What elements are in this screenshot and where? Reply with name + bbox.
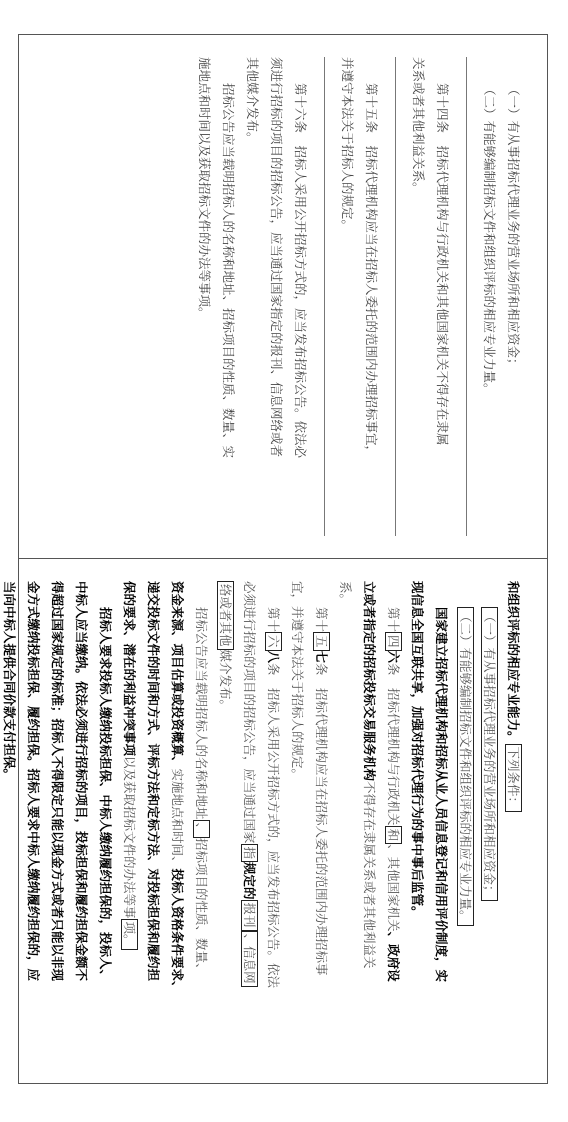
text-line: 第十六条 招标人采用公开招标方式的，应当发布招标公告。依法必 — [293, 83, 308, 459]
text-line: 其他媒介发布。 — [245, 57, 260, 145]
text-line: 第十四条 招标代理机构与行政机关和其他国家机关不得存在隶属 — [435, 83, 450, 446]
text-line — [213, 581, 237, 1061]
article-text: 条 招标代理机构与行政机关 — [386, 663, 401, 826]
revised-text-column — [2, 559, 547, 1083]
article-prefix: 第十 — [386, 607, 401, 633]
text-line — [189, 581, 213, 1061]
article-text: 实施地点和时间、 — [170, 768, 185, 869]
article-text: 不得存在隶属关系或者其他利益关 — [362, 781, 377, 969]
text-line — [477, 581, 501, 1061]
text-line: 并遵守本法关于招标人的规定。 — [340, 57, 355, 233]
text-line: 招标公告应当载明招标人的名称和地址、招标项目的性质、数量、实 — [221, 83, 236, 459]
inserted-text: 八 — [266, 650, 281, 664]
text-line — [381, 581, 405, 1061]
text-line: 须进行招标的项目的招标公告，应当通过国家指定的报刊、信息网络或者 — [269, 57, 284, 458]
inserted-text: 立或者指定的招标投标交易服务机构 — [362, 581, 377, 782]
article-prefix: 第十 — [266, 607, 281, 633]
deleted-text: （一）有从事招标代理业务的营业场所和相应资金； — [481, 607, 498, 901]
article-text: 条 招标人采用公开招标方式的，应当发布招标公告。依法 — [266, 663, 281, 989]
article-text: 招标公告应当载明招标人的名称和地址 — [194, 607, 209, 820]
row-divider — [324, 57, 325, 536]
deleted-text: 五 — [313, 632, 330, 651]
text-line — [501, 581, 525, 1061]
text-line: 施地点和时间以及获取招标文件的办法等事项。 — [197, 57, 212, 320]
text-line: （一）有从事招标代理业务的营业场所和相应资金； — [506, 83, 521, 371]
text-line — [237, 581, 261, 1061]
deleted-text: 和 — [385, 826, 402, 845]
deleted-text: 四 — [385, 632, 402, 651]
text-line: 得超过国家规定的标准；招标人不得限定只能以现金方式或者只能以非现 — [50, 581, 65, 982]
deleted-text: （二）有能够编制招标文件和组织评标的相应专业力量。 — [457, 607, 474, 926]
article-text: 条 招标代理机构应当在招标人委托的范围内办理招标事 — [314, 663, 329, 976]
deleted-text: 、 — [193, 820, 210, 839]
inserted-text: 、政府设 — [386, 931, 401, 982]
text-line — [165, 581, 189, 1061]
text-line — [357, 581, 381, 1061]
inserted-text: 规定的 — [242, 862, 257, 900]
deleted-text: 六 — [265, 632, 282, 651]
article-text: 招标项目的性质、数量、 — [194, 838, 209, 976]
inserted-text: 投标人资格条件要求、 — [170, 868, 185, 994]
article-text: 、其他国家机关 — [386, 844, 401, 932]
text-line — [261, 581, 285, 1061]
text-line: 递交投标文件的时间和方式、评标方法和定标方法、对投标担保和履约担 — [146, 581, 161, 982]
text-line: 国家建立招标代理机构和招标从业人员信息登记和信用评价制度，实 — [434, 607, 449, 983]
original-text-column — [19, 35, 547, 559]
article-text: 媒介发布。 — [218, 649, 233, 713]
deleted-text: 项。 — [121, 919, 138, 950]
inserted-text: 和组织评标的相应专业能力。 — [506, 581, 521, 744]
article-text: 必须进行招标的项目的招标公告，应当通过国家 — [242, 581, 257, 844]
text-line: 当向中标人提供合同价款支付担保。 — [2, 581, 17, 782]
text-line: 中标人应当缴纳。依法必须进行招标的项目，投标担保和履约担保金额不 — [74, 581, 89, 982]
article-text: 以及获取招标文件的办法等事 — [122, 756, 137, 919]
text-line: 系。 — [338, 581, 353, 607]
article-prefix: 第十 — [314, 607, 329, 633]
inserted-text: 资金来源、项目估算或投资概算、 — [170, 581, 185, 769]
deleted-text: 报刊 — [241, 900, 258, 931]
row-divider — [395, 57, 396, 536]
text-line: 金方式缴纳投标担保、履约担保。招标人要求中标人缴纳履约担保的，应 — [26, 581, 41, 982]
text-line: 现信息全国互联共享，加强对招标代理行为的事中事后监管。 — [410, 581, 425, 919]
deleted-text: 络或者其他 — [217, 581, 234, 650]
inserted-text: 保的要求、潜在的利益冲突事项 — [122, 581, 137, 757]
text-line: 招标人要求投标人缴纳投标担保、中标人缴纳履约担保的，投标人、 — [98, 607, 113, 983]
text-line — [309, 581, 333, 1061]
text-line: 宜，并遵守本法关于招标人的规定。 — [290, 581, 305, 782]
deleted-text: 、信息网 — [241, 931, 258, 987]
inserted-text: 六 — [386, 650, 401, 664]
text-line: 关系或者其他利益关系。 — [411, 57, 426, 195]
text-line — [117, 581, 141, 1061]
deleted-text: 下列条件： — [505, 744, 522, 813]
deleted-text: 指 — [241, 844, 258, 863]
text-line: 第十五条 招标代理机构应当在招标人委托的范围内办理招标事宜， — [364, 83, 379, 459]
row-divider — [466, 57, 467, 536]
text-line: （二）有能够编制招标文件和组织评标的相应专业力量。 — [482, 83, 497, 396]
text-line — [453, 581, 477, 1061]
comparison-table — [2, 34, 548, 1084]
inserted-text: 七 — [314, 650, 329, 664]
